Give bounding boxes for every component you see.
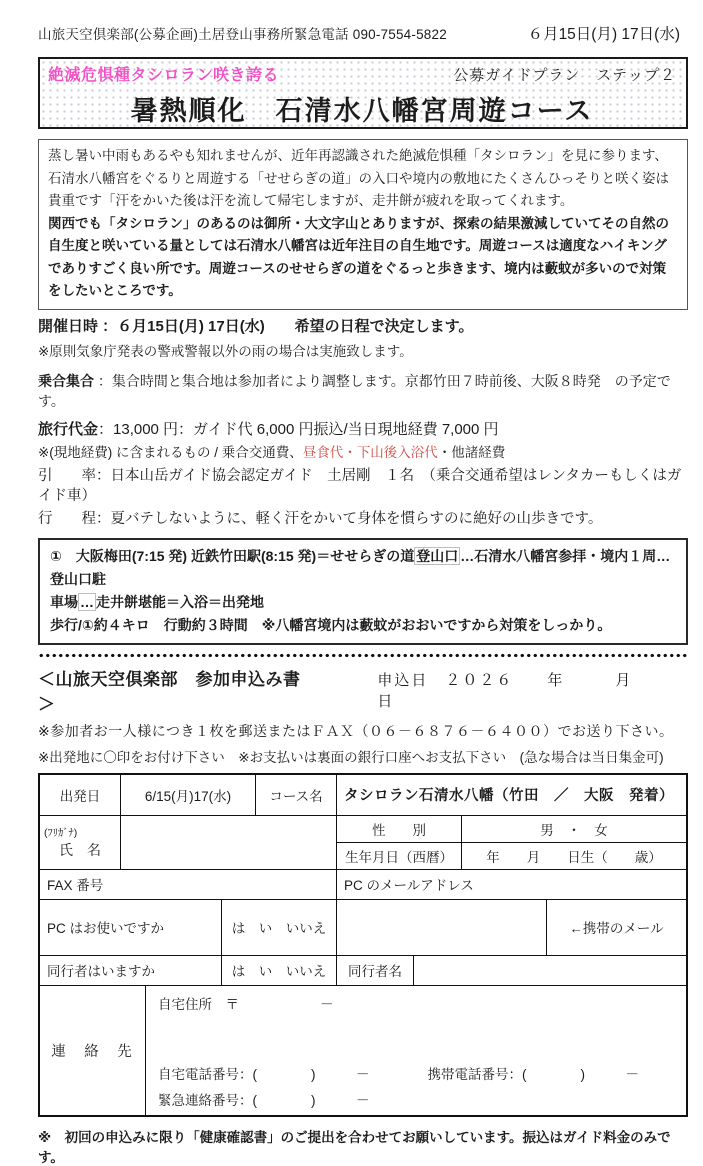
- application-form-table: [38, 773, 688, 1117]
- title-banner: [38, 57, 688, 129]
- fee-line: [38, 420, 688, 440]
- club-contact-line: 山旅天空倶楽部(公募企画)土居登山事務所緊急電話 090-7554-5822: [38, 27, 447, 42]
- itinerary-l2-highlight: …: [80, 593, 94, 610]
- companion-question: 同行者はいますか: [47, 964, 155, 979]
- row-departure-course: [40, 775, 686, 815]
- intro-paragraph-2: 関西でも「タシロラン」のあるのは御所・大文字山とありますが、探索の結果激減していてその自然の自生度と咲いている量としては石清水八幡宮は近年注目の自生地です。周遊コースは適度なハイキングでありすごく良い所です。周遊コースのせせらぎの道をぐるっと歩きます、境内は藪蚊が多いので対策をしたいところです。: [48, 215, 669, 298]
- expense-line: [38, 443, 688, 463]
- application-header: [38, 665, 688, 715]
- expense-post: ・他諸経費: [437, 444, 506, 460]
- event-dates: ６月15日(月) 17日(水): [527, 26, 680, 43]
- companion-name-input-area: [413, 956, 686, 985]
- program-line: 行 程：夏バテしないように、軽く汗をかいて身体を慣らすのに絶好の山歩きです。: [38, 510, 603, 527]
- banner-plan-step: 公募ガイドプラン ステップ２: [453, 67, 676, 84]
- itinerary-l2-post: 走井餅堪能＝入浴＝出発地: [96, 593, 264, 610]
- meeting-label: 乗合集合: [38, 372, 94, 389]
- mobile-mail-note: ←携帯のメール: [546, 900, 686, 955]
- application-note-1: ※参加者お一人様につき１枚を郵送またはＦＡＸ（０６－６８７６－６４００）でお送り下さい。: [38, 722, 674, 739]
- gender-options: 男 ・ 女: [461, 816, 686, 842]
- course-name-label: コース名: [255, 775, 336, 815]
- name-input-area: [120, 816, 336, 869]
- banner-tagline: 絶滅危惧種タシロラン咲き誇る: [48, 67, 280, 84]
- name-label: 氏 名: [59, 841, 101, 858]
- companion-name-label: 同行者名: [336, 956, 413, 985]
- itinerary-l1-post: …石清水八幡宮参拝・境内１周…登山口駐: [50, 547, 671, 587]
- row-contact: [40, 985, 686, 1115]
- birthdate-value: 年 月 日生（ 歳）: [461, 843, 686, 869]
- row-name-gender: [40, 815, 686, 869]
- weather-note: ※原則気象庁発表の警戒警報以外の雨の場合は実施致します。: [38, 343, 413, 359]
- meeting-text: ：集合時間と集合地は参加者により調整します。京都竹田７時前後、大阪８時発 の予定です。: [38, 372, 671, 409]
- name-label-cell: [40, 816, 120, 869]
- course-title: 暑熱順化 石清水八幡宮周遊コース: [130, 96, 594, 126]
- expense-pre: ※(現地経費) に含まれるもの / 乗合交通費、: [38, 444, 303, 460]
- fax-number-label: FAX 番号: [47, 878, 104, 893]
- course-name-value: タシロラン石清水八幡（竹田 ／ 大阪 発着）: [336, 775, 686, 815]
- gender-birth-block: [336, 816, 686, 869]
- pc-email-label: PC のメールアドレス: [336, 870, 686, 899]
- itinerary-box: [38, 538, 688, 645]
- details-section: [38, 317, 688, 529]
- birthdate-label: 生年月日（西暦）: [345, 849, 453, 865]
- contact-body: [145, 986, 686, 1115]
- birthdate-row: [337, 842, 686, 869]
- intro-paragraph-1: 蒸し暑い中雨もあるやも知れませんが、近年再認識された絶滅危惧種「タシロラン」を見に参ります、石清水八幡宮をぐるりと周遊する「せせらぎの道」の入口や境内の敷地にたくさんひっそりと咲く姿は貴重です「汗をかいた後は汗を流して帰宅しますが、走井餅が疲れを取ってくれます。: [48, 148, 669, 208]
- application-title: ＜山旅天空倶楽部 参加申込み書＞: [38, 669, 301, 714]
- dotted-separator: [38, 653, 688, 658]
- schedule-line: 開催日時 ：６月15日(月) 17日(水) 希望の日程で決定します。: [38, 317, 474, 335]
- itinerary-line-3: 歩行/①約４キロ 行動約３時間 ※八幡宮境内は藪蚊がおおいですから対策をしっかり。: [50, 616, 612, 633]
- phone-lines: [158, 1063, 678, 1083]
- meeting-line: [38, 371, 688, 411]
- mobile-mail-input-area: [336, 900, 546, 955]
- itinerary-line-1: [50, 545, 676, 591]
- home-phone-line: 自宅電話番号：( ) －: [158, 1066, 370, 1082]
- itinerary-line-2: [50, 591, 676, 614]
- pc-usage-options: は い いいえ: [221, 900, 336, 955]
- companion-options: は い いいえ: [221, 956, 336, 985]
- pc-usage-question: PC はお使いですか: [47, 921, 165, 936]
- top-header: [38, 22, 688, 44]
- intro-box: [38, 139, 688, 310]
- guide-line: 引 率：日本山岳ガイド協会認定ガイド 土居剛 １名 （乗合交通希望はレンタカーもしくはガイド車）: [38, 467, 682, 504]
- itinerary-l1-pre: ① 大阪梅田(7:15 発) 近鉄竹田駅(8:15 発)＝せせらぎの道: [50, 547, 415, 564]
- fee-label: 旅行代金: [38, 420, 99, 438]
- departure-date-label: 出発日: [59, 788, 101, 804]
- application-note-2: ※出発地に〇印をお付け下さい ※お支払いは裏面の銀行口座へお支払下さい (急な場合は当日集金可): [38, 749, 664, 765]
- gender-label: 性 別: [372, 822, 426, 838]
- row-pc-usage: [40, 899, 686, 955]
- row-fax-email: [40, 869, 686, 899]
- expense-red-text: 昼食代・下山後入浴代: [302, 444, 438, 460]
- gender-row: [337, 816, 686, 842]
- departure-date-value: 6/15(月)17(水): [120, 775, 255, 815]
- row-companion: [40, 955, 686, 985]
- itinerary-l2-pre: 車場: [50, 593, 78, 610]
- mobile-phone-line: 携帯電話番号：( ) －: [427, 1066, 639, 1082]
- home-address-line: 自宅住所 〒 －: [158, 996, 334, 1012]
- fee-text: ：13,000 円：ガイド代 6,000 円振込/当日現地経費 7,000 円: [98, 420, 499, 438]
- emergency-phone-line: 緊急連絡番号：( ) －: [158, 1092, 370, 1108]
- itinerary-l1-highlight: 登山口: [416, 547, 459, 564]
- furigana-label: (ﾌﾘｶﾞﾅ): [44, 826, 78, 839]
- footer-note: ※ 初回の申込みに限り「健康確認書」のご提出を合わせてお願いしています。振込はガイド料金のみです。: [38, 1129, 671, 1165]
- application-date-line: 申込日 ２０２６ 年 月 日: [377, 671, 684, 710]
- contact-label: 連 絡 先: [51, 1043, 134, 1060]
